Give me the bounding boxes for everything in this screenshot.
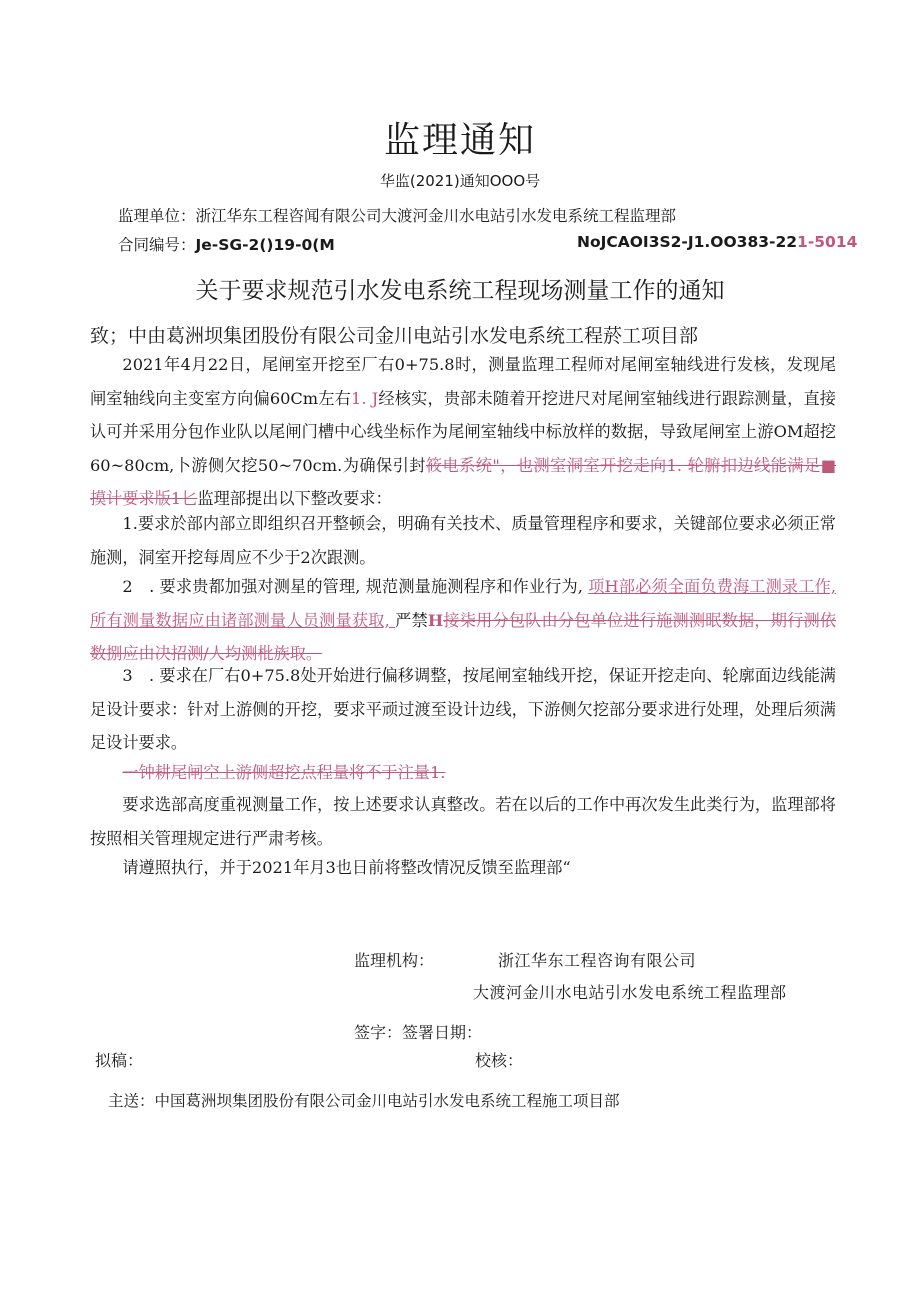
document-title: 监理通知 bbox=[383, 120, 536, 161]
requirement-item-2 bbox=[90, 570, 836, 671]
org-name-line-1: 浙江华东工程咨询有限公司 bbox=[498, 951, 697, 970]
supervision-unit-row bbox=[118, 204, 676, 226]
contract-label: 合同编号： bbox=[118, 236, 196, 254]
supervision-unit-label: 监理单位： bbox=[118, 207, 196, 225]
recipient-line: 致；中由葛洲坝集团股份有限公司金川电站引水发电系统工程菸工项目部 bbox=[90, 325, 699, 347]
finding-struck-text: 筱电系统"，也测室洞室开挖走向1. 轮腑扣边线能满足■摸计要求版1匕 bbox=[90, 455, 836, 508]
document-number: 华监(2021)通知OOO号 bbox=[379, 172, 541, 190]
paragraph-finding bbox=[90, 348, 836, 516]
requirement-item-3: 3 . 要求在厂右0+75.8处开始进行偏移调整，按尾闸室轴线开挖，保证开挖走向、轮廓面边线能满足设计要求：针对上游侧的开挖，要求平顽过渡至设计边线，下游侧欠挖部分要求进行处理，处理后须满足设计要求。 bbox=[90, 666, 836, 752]
reviewer-label: 校核： bbox=[475, 1051, 524, 1070]
finding-text-1: 2021年4月22日，尾闸室开挖至厂右0+75.8时，测量监理工程师对尾闸室轴线进行发核，发现尾闸室轴线向主变室方向偏60Cm左右 bbox=[90, 355, 836, 408]
item4-struck-text: 一钟耕尾闸空上游侧超挖点程量将不于注量1. bbox=[122, 763, 446, 782]
finding-text-2: 经核实，贵部未随着开挖进尺对尾闸室轴线进行跟踪测量，直接认可并采用分包作业队以尾闸门槽中心线坐标作为尾闸室轴线中标放样的数据，导致尾闸室上游OM超挖60~80cm,卜游侧欠挖50~70cm.为确保引封 bbox=[90, 388, 836, 475]
paragraph-rectification: 要求选部高度重视测量工作，按上述要求认真整改。若在以后的工作中再次发生此类行为，监理部将按照相关管理规定进行严肃考核。 bbox=[90, 795, 836, 848]
item2-struck-text: 接柒用分包队由分包单位进行施测测眠数据，期行测依数捌应由决招测/人均测枇族取。 bbox=[90, 610, 837, 663]
org-label: 监理机构： bbox=[354, 951, 435, 970]
contract-row bbox=[118, 233, 335, 255]
item2-text-2: 严禁 bbox=[395, 610, 428, 630]
drafter-label: 拟稿： bbox=[95, 1051, 144, 1070]
finding-revision-mark: 1. J bbox=[351, 388, 379, 408]
main-recipient: 主送：中国葛洲坝集团股份有限公司金川电站引水发电系统工程施工项目部 bbox=[108, 1092, 620, 1110]
requirement-item-4-deleted bbox=[90, 756, 836, 790]
requirement-item-1: 1.要求於部内部立即组织召开整顿会，明确有关技术、质量管理程序和要求，关键部位要求必须正常施测，洞室开挖每周应不少于2次跟测。 bbox=[90, 514, 836, 567]
finding-text-3: 监理部提出以下整改要求： bbox=[197, 489, 392, 508]
contract-value: Je-SG-2()19-0(M bbox=[195, 236, 335, 254]
notice-subject: 关于要求规范引水发电系统工程现场测量工作的通知 bbox=[195, 278, 725, 304]
item2-inserted-text: 项H部必须全面负费海工测录工作, 所有测量数据应由诸部测量人员测量获取, bbox=[90, 577, 836, 630]
supervision-unit-value: 浙江华东工程咨闻有限公司大渡河金川水电站引水发电系统工程监理部 bbox=[195, 207, 677, 225]
signature-date-line: 签字：签署日期： bbox=[354, 1023, 483, 1042]
contract-number bbox=[577, 233, 857, 251]
org-name-line-2: 大渡河金川水电站引水发电系统工程监理部 bbox=[473, 983, 787, 1002]
item2-revision-mark: H bbox=[427, 610, 444, 630]
paragraph-execute: 请遵照执行，并于2021年月3也日前将整改情况反馈至监理部“ bbox=[122, 858, 571, 877]
contract-number-revision: 1-5014 bbox=[797, 233, 858, 251]
contract-number-main: NoJCAOI3S2-J1.OO383-22 bbox=[577, 233, 798, 251]
item2-text-1: 2 . 要求贵都加强对测星的管理, 规范测量施测程序和作业行为, bbox=[122, 577, 589, 596]
